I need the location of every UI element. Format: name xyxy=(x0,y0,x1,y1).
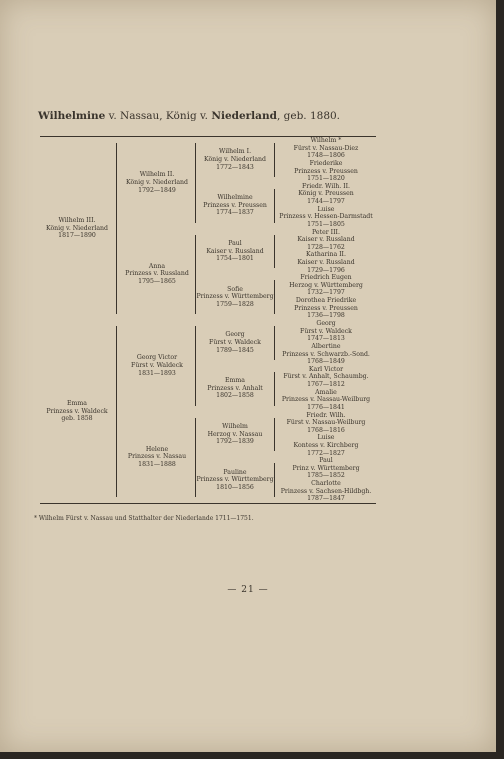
person-line: 1751—1805 xyxy=(307,220,345,228)
person-line: 1789—1845 xyxy=(216,346,254,354)
person-line: Prinzess v. Anhalt xyxy=(207,384,263,392)
person-line: König v. Niederland xyxy=(125,178,188,186)
person-line: 1747—1813 xyxy=(307,335,345,343)
person-line: Georg xyxy=(225,331,245,339)
person-gen2-2 xyxy=(118,320,196,412)
person-gen2-3 xyxy=(118,412,196,504)
title-text-2: , geb. 1880. xyxy=(276,110,341,122)
person-line: Wilhelm III. xyxy=(58,217,96,225)
bracket-line xyxy=(116,143,117,314)
person-line: Prinzess v. Waldeck xyxy=(46,407,108,415)
person-line: König v. Niederland xyxy=(45,224,108,232)
person-line: Paul xyxy=(228,239,242,247)
person-line: Emma xyxy=(67,400,87,408)
person-gen4-3 xyxy=(276,206,376,229)
person-gen4-5 xyxy=(276,251,376,274)
person-line: Charlotte xyxy=(311,480,341,488)
person-line: Luise xyxy=(317,205,335,213)
person-line: Fürst v. Nassau-Diez xyxy=(293,144,359,152)
person-gen3-6 xyxy=(196,412,274,458)
person-line: 1831—1893 xyxy=(138,369,176,377)
bracket-line xyxy=(116,326,117,497)
bracket-line xyxy=(274,235,275,269)
person-line: Anna xyxy=(148,262,166,270)
person-line: 1795—1865 xyxy=(138,278,176,286)
person-line: Dorothea Friedrike xyxy=(295,297,357,305)
person-line: Albertine xyxy=(311,342,341,350)
person-line: 1774—1837 xyxy=(216,209,254,217)
person-line: Georg Victor xyxy=(136,354,178,362)
person-line: 1772—1827 xyxy=(307,449,345,457)
person-line: Kaiser v. Russland xyxy=(206,247,264,255)
bottom-rule xyxy=(40,503,376,504)
person-gen3-0 xyxy=(196,137,274,183)
person-gen3-5 xyxy=(196,366,274,412)
person-gen3-1 xyxy=(196,183,274,229)
bracket-line xyxy=(274,463,275,497)
person-line: Herzog v. Württemberg xyxy=(289,281,363,289)
person-line: 1810—1856 xyxy=(216,483,254,491)
person-line: 1728—1762 xyxy=(307,243,345,251)
person-line: Fürst v. Waldeck xyxy=(209,339,261,347)
person-line: Fürst v. Waldeck xyxy=(300,327,352,335)
title-country: Niederland xyxy=(211,110,277,122)
footnote: * Wilhelm Fürst v. Nassau und Statthalter der Niederlande 1711—1751. xyxy=(34,515,254,522)
person-line: Prinzess v. Preussen xyxy=(294,304,358,312)
person-line: Kaiser v. Russland xyxy=(297,259,355,267)
person-gen1-1 xyxy=(40,320,114,503)
person-gen4-1 xyxy=(276,160,376,183)
bracket-line xyxy=(274,326,275,360)
person-line: Peter III. xyxy=(312,228,340,236)
person-line: 1802—1858 xyxy=(216,392,254,400)
title-name: Wilhelmine xyxy=(38,110,106,122)
person-line: Friedr. Wilh. xyxy=(306,411,346,419)
person-line: 1792—1839 xyxy=(216,438,254,446)
person-line: Friedr. Wilh. II. xyxy=(301,182,351,190)
person-line: 1751—1820 xyxy=(307,175,345,183)
person-line: 1772—1843 xyxy=(216,163,254,171)
person-line: Friederike xyxy=(309,159,343,167)
person-line: Paul xyxy=(319,457,333,465)
page-number: — 21 — xyxy=(227,585,269,595)
person-line: Prinzess v. Nassau xyxy=(127,453,187,461)
person-line: 1768—1816 xyxy=(307,426,345,434)
person-line: Amalie xyxy=(315,388,337,396)
person-gen3-4 xyxy=(196,320,274,366)
person-line: 1748—1806 xyxy=(307,152,345,160)
person-gen4-14 xyxy=(276,457,376,480)
person-line: 1736—1798 xyxy=(307,312,345,320)
title-text-1: v. Nassau, König v. xyxy=(105,110,212,122)
bracket-line xyxy=(274,189,275,223)
person-line: Wilhelm II. xyxy=(139,171,175,179)
person-line: 1817—1890 xyxy=(58,232,96,240)
person-gen1-0 xyxy=(40,137,114,320)
person-line: geb. 1858 xyxy=(61,415,93,423)
person-line: Katharina II. xyxy=(306,251,346,259)
person-gen4-13 xyxy=(276,434,376,457)
bracket-line xyxy=(274,143,275,177)
genealogy-tree xyxy=(40,137,376,503)
person-line: Prinzess v. Russland xyxy=(125,270,189,278)
person-line: 1732—1797 xyxy=(307,289,345,297)
person-line: 1787—1847 xyxy=(307,495,345,503)
person-line: Prinzess v. Schwarzb.-Sond. xyxy=(282,350,370,358)
person-line: Wilhelm * xyxy=(310,137,342,145)
person-line: Luise xyxy=(317,434,335,442)
person-line: 1759—1828 xyxy=(216,300,254,308)
person-line: Karl Victor xyxy=(308,365,344,373)
person-line: 1744—1797 xyxy=(307,197,345,205)
person-line: Wilhelmine xyxy=(217,194,253,202)
person-line: 1785—1852 xyxy=(307,472,345,480)
person-line: Herzog v. Nassau xyxy=(207,430,263,438)
person-line: Georg xyxy=(316,320,336,328)
person-line: Emma xyxy=(225,377,245,385)
person-gen3-3 xyxy=(196,274,274,320)
person-line: 1776—1841 xyxy=(307,403,345,411)
person-line: Wilhelm I. xyxy=(218,148,252,156)
person-gen4-9 xyxy=(276,343,376,366)
page-title xyxy=(38,110,458,122)
bracket-line xyxy=(274,372,275,406)
person-line: 1754—1801 xyxy=(216,255,254,263)
person-gen4-10 xyxy=(276,366,376,389)
person-line: Fürst v. Anhalt, Schaumbg. xyxy=(283,373,369,381)
person-line: 1729—1796 xyxy=(307,266,345,274)
person-line: 1768—1849 xyxy=(307,358,345,366)
person-line: 1831—1888 xyxy=(138,461,176,469)
person-line: Kaiser v. Russland xyxy=(297,236,355,244)
person-line: Prinzess v. Sachsen-Hildbgh. xyxy=(280,487,372,495)
person-line: Prinz v. Württemberg xyxy=(292,464,360,472)
person-line: Sofie xyxy=(227,285,243,293)
person-line: 1767—1812 xyxy=(307,380,345,388)
person-line: 1792—1849 xyxy=(138,186,176,194)
person-gen2-0 xyxy=(118,137,196,229)
person-gen4-12 xyxy=(276,412,376,435)
person-line: Prinzess v. Nassau-Weilburg xyxy=(281,396,371,404)
person-gen4-4 xyxy=(276,229,376,252)
person-gen4-0 xyxy=(276,137,376,160)
person-line: Prinzess v. Hessen-Darmstadt xyxy=(279,213,373,221)
person-line: Helene xyxy=(145,445,169,453)
person-line: Wilhelm xyxy=(222,422,248,430)
person-gen3-2 xyxy=(196,229,274,275)
person-gen4-15 xyxy=(276,480,376,503)
person-gen2-1 xyxy=(118,229,196,321)
person-line: Fürst v. Waldeck xyxy=(131,361,183,369)
bracket-line xyxy=(274,280,275,314)
person-gen3-7 xyxy=(196,457,274,503)
bracket-line xyxy=(274,418,275,452)
person-gen4-7 xyxy=(276,297,376,320)
person-gen4-11 xyxy=(276,389,376,412)
person-gen4-2 xyxy=(276,183,376,206)
person-line: Pauline xyxy=(223,468,247,476)
person-line: Fürst v. Nassau-Weilburg xyxy=(286,419,366,427)
person-line: Friedrich Eugen xyxy=(300,274,352,282)
person-line: König v. Preussen xyxy=(298,190,354,198)
person-line: Prinzess v. Preussen xyxy=(294,167,358,175)
person-line: Prinzess v. Württemberg xyxy=(196,293,274,301)
person-gen4-8 xyxy=(276,320,376,343)
person-line: Prinzess v. Württemberg xyxy=(196,476,274,484)
person-line: König v. Niederland xyxy=(203,156,266,164)
person-gen4-6 xyxy=(276,274,376,297)
person-line: Prinzess v. Preussen xyxy=(203,201,267,209)
person-line: Kontess v. Kirchberg xyxy=(293,442,359,450)
